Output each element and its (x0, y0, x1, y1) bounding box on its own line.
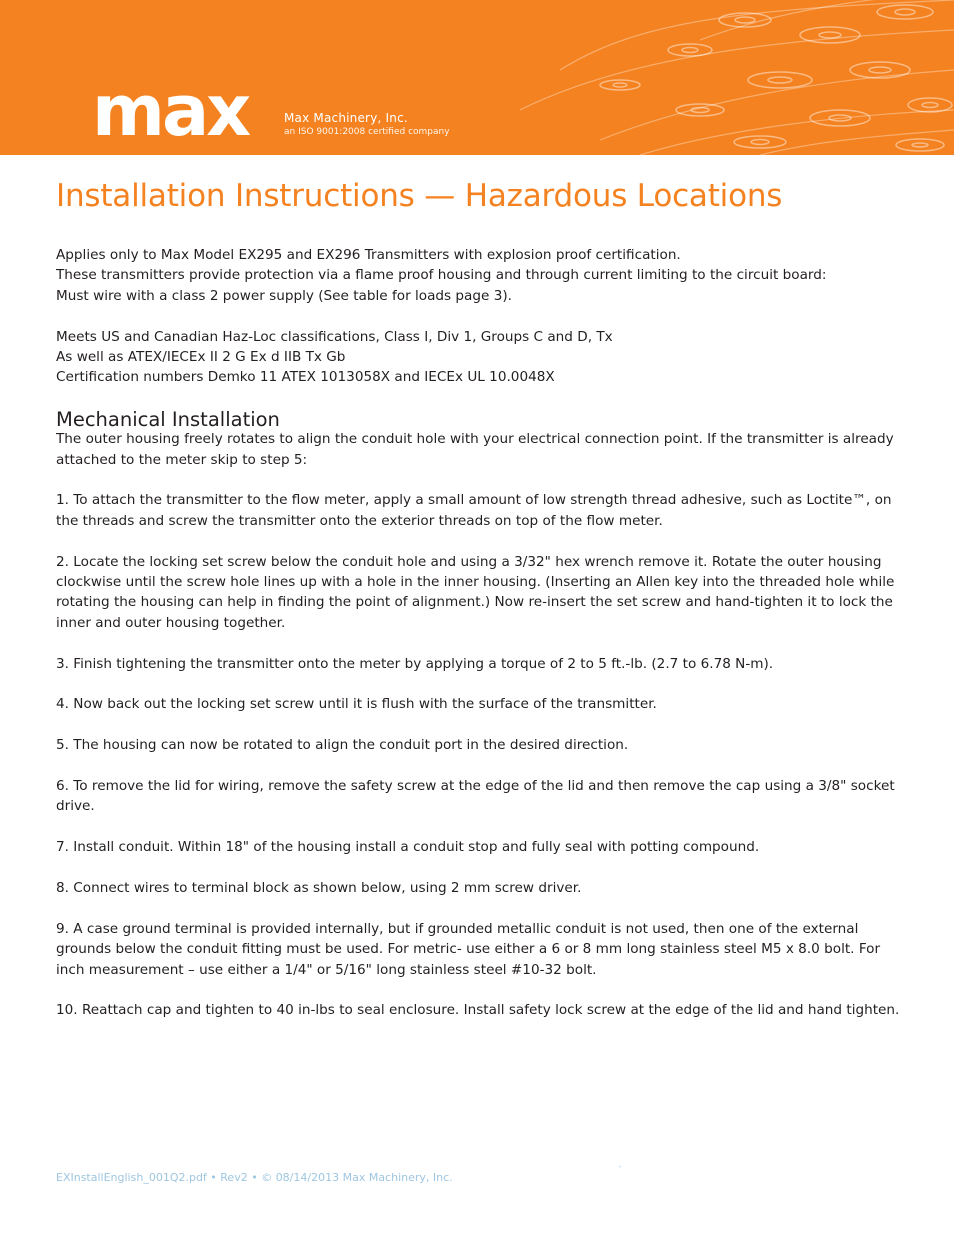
certification-line: Certification numbers Demko 11 ATEX 1013058X and IECEx UL 10.0048X (56, 369, 555, 386)
step-item: 2. Locate the locking set screw below the conduit hole and using a 3/32" hex wrench remove it. Rotate the outer housing clockwise until the screw hole lines up with a hole in the inner housing. (Inserting an Allen key into the threaded hole while rotating the housing can help in finding the point of alignment.) Now re-insert the set screw and hand-tighten it to lock the inner and outer housing together. (56, 553, 895, 631)
step-item: 9. A case ground terminal is provided internally, but if grounded metallic conduit is not used, then one of the external grounds below the conduit fitting must be used. For metric- use either a 6 or 8 mm long stainless steel M5 x 8.0 bolt. For inch measurement – use either a 1/4" or 5/16" long stainless steel #10-32 bolt. (56, 920, 881, 978)
certification-line: Meets US and Canadian Haz-Loc classifications, Class I, Div 1, Groups C and D, Tx (56, 328, 613, 345)
section-heading-mechanical: Mechanical Installation (56, 408, 280, 432)
svg-text:max: max (92, 83, 249, 145)
page-title: Installation Instructions — Hazardous Locations (56, 178, 783, 214)
company-block (284, 111, 450, 138)
intro-line: These transmitters provide protection via a flame proof housing and through current limiting to the circuit board: (56, 267, 827, 284)
certification-line: As well as ATEX/IECEx II 2 G Ex d IIB Tx Gb (56, 349, 346, 366)
step-item: 1. To attach the transmitter to the flow meter, apply a small amount of low strength thread adhesive, such as Loctite™, on the threads and screw the transmitter onto the exterior threads on top of the flow meter. (56, 492, 892, 529)
intro-line: Must wire with a class 2 power supply (See table for loads page 3). (56, 287, 512, 304)
footer-text: EXInstallEnglish_001Q2.pdf • Rev2 • © 08/14/2013 Max Machinery, Inc. (56, 1171, 453, 1184)
header-banner (0, 0, 954, 155)
document-body (56, 245, 906, 1041)
company-tagline: an ISO 9001:2008 certified company (284, 127, 450, 137)
step-item: 8. Connect wires to terminal block as shown below, using 2 mm screw driver. (56, 880, 582, 897)
step-item: 7. Install conduit. Within 18" of the housing install a conduit stop and fully seal with potting compound. (56, 839, 760, 856)
company-name: Max Machinery, Inc. (284, 111, 408, 125)
footer-mark: ` (618, 1166, 623, 1176)
step-item: 3. Finish tightening the transmitter onto the meter by applying a torque of 2 to 5 ft.-lb. (2.7 to 6.78 N-m). (56, 655, 774, 672)
step-item: 4. Now back out the locking set screw until it is flush with the surface of the transmitter. (56, 696, 657, 713)
step-item: 10. Reattach cap and tighten to 40 in-lbs to seal enclosure. Install safety lock screw at the edge of the lid and hand tighten. (56, 1002, 900, 1019)
mechanical-intro: The outer housing freely rotates to align the conduit hole with your electrical connection point. If the transmitter is already attached to the meter skip to step 5: (56, 431, 894, 468)
max-logo (92, 83, 254, 145)
step-item: 5. The housing can now be rotated to align the conduit port in the desired direction. (56, 737, 629, 754)
intro-line: Applies only to Max Model EX295 and EX296 Transmitters with explosion proof certification. (56, 247, 681, 263)
step-item: 6. To remove the lid for wiring, remove the safety screw at the edge of the lid and then remove the cap using a 3/8" socket drive. (56, 778, 895, 815)
